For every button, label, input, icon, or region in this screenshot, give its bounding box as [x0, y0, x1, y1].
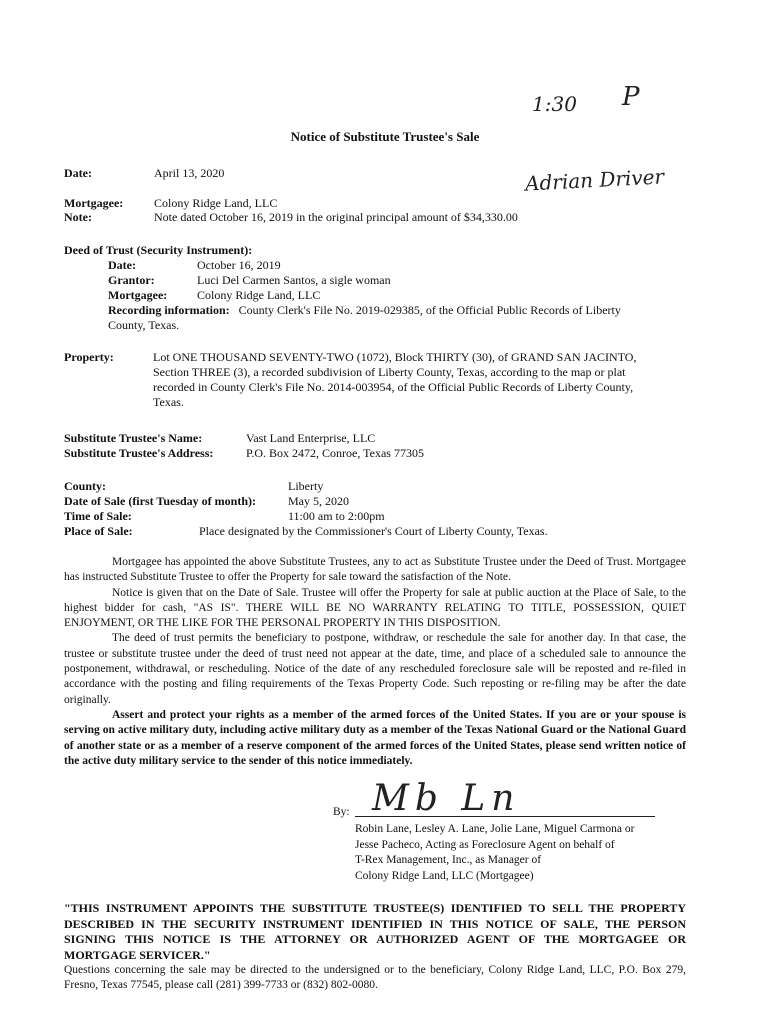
signature-scrawl: Mb Ln	[372, 778, 521, 819]
handwritten-time: 1:30	[532, 92, 577, 116]
deed-recording-cont: County, Texas.	[108, 318, 180, 332]
mortgagee-label: Mortgagee:	[64, 196, 124, 210]
note-label: Note:	[64, 210, 92, 224]
paragraph-postpone: The deed of trust permits the beneficiary to postpone, withdraw, or reschedule the sale for another day. In that case, the trustee or substitute trustee under the deed of trust need not appear at the date, time, and place of a scheduled sale to announce the postponement, withdrawal, or rescheduling. Notice of the date of any rescheduled foreclosure sale will be reposted and re-filed in accordance with the posting and filing requirements of the Texas Property Code. Such reposting or re-filing may be after the date originally.	[64, 632, 686, 706]
sale-date-label: Date of Sale (first Tuesday of month):	[64, 494, 256, 508]
mortgagee-value: Colony Ridge Land, LLC	[154, 196, 278, 210]
paragraph-military: Assert and protect your rights as a member of the armed forces of the United States. If you are or your spouse is serving on active military duty, including active military duty as a member of the Texas National Guard or the National Guard of another state or as a member of a reserve component of the armed forces of the United States, please send written notice of the active duty military service to the sender of this notice immediately.	[64, 708, 686, 767]
signer-line-4: Colony Ridge Land, LLC (Mortgagee)	[355, 869, 534, 882]
sale-place-label: Place of Sale:	[64, 524, 133, 538]
signer-line-3: T-Rex Management, Inc., as Manager of	[355, 854, 542, 866]
property-label: Property:	[64, 350, 114, 364]
paragraph-sale-notice: Notice is given that on the Date of Sale. Trustee will offer the Property for sale at public auction at the Place of Sale, to the highest bidder for cash, "AS IS". THERE WILL BE NO WARRANTY RELATING TO TITLE, POSSESSION, QUIET ENJOYMENT, OR THE LIKE FOR THE PERSONAL PROPERTY IN THIS DISPOSITION.	[64, 586, 686, 630]
deed-date-value: October 16, 2019	[197, 258, 281, 272]
date-value: April 13, 2020	[154, 166, 225, 180]
body-text	[64, 555, 686, 769]
deed-date-label: Date:	[108, 258, 136, 272]
sale-place-value: Place designated by the Commissioner's Court of Liberty County, Texas.	[199, 524, 548, 538]
trustee-address-value: P.O. Box 2472, Conroe, Texas 77305	[246, 446, 424, 460]
sale-time-value: 11:00 am to 2:00pm	[288, 509, 385, 523]
handwritten-mark: P	[622, 82, 640, 112]
property-line-3: recorded in County Clerk's File No. 2014-003954, of the Official Public Records of Liberty County,	[153, 380, 634, 394]
deed-mortgagee-value: Colony Ridge Land, LLC	[197, 288, 321, 302]
property-line-2: Section THREE (3), a recorded subdivision of Liberty County, Texas, according to the map or plat	[153, 365, 626, 379]
by-label: By:	[333, 806, 350, 818]
signature-block	[355, 822, 634, 884]
deed-recording: Recording information: County Clerk's File No. 2019-029385, of the Official Public Records of Liberty	[108, 303, 621, 317]
trustee-name-value: Vast Land Enterprise, LLC	[246, 431, 376, 445]
note-value: Note dated October 16, 2019 in the original principal amount of $34,330.00	[154, 210, 518, 224]
trustee-name-label: Substitute Trustee's Name:	[64, 431, 203, 445]
document-title: Notice of Substitute Trustee's Sale	[290, 129, 480, 144]
footer-contact: Questions concerning the sale may be directed to the undersigned or to the beneficiary, Colony Ridge Land, LLC, P.O. Box 279, Fresno, Texas 77545, please call (281) 399-7733 or (832) 802-0080.	[64, 964, 686, 992]
county-value: Liberty	[288, 479, 324, 493]
property-line-4: Texas.	[153, 395, 184, 409]
county-label: County:	[64, 479, 107, 493]
deed-grantor-label: Grantor:	[108, 273, 155, 287]
signature-line	[355, 816, 655, 817]
property-line-1: Lot ONE THOUSAND SEVENTY-TWO (1072), Block THIRTY (30), of GRAND SAN JACINTO,	[153, 350, 637, 364]
signer-line-1: Robin Lane, Lesley A. Lane, Jolie Lane, Miguel Carmona or	[355, 823, 635, 835]
deed-mortgagee-label: Mortgagee:	[108, 288, 168, 302]
date-label: Date:	[64, 166, 92, 180]
signer-line-2: Jesse Pacheco, Acting as Foreclosure Agent on behalf of	[355, 838, 615, 851]
paragraph-appointment: Mortgagee has appointed the above Substitute Trustees, any to act as Substitute Trustee under the Deed of Trust. Mortgagee has instructed Substitute Trustee to offer the Property for sale toward the satisfaction of the Note.	[64, 556, 686, 584]
handwritten-name: Adrian Driver	[524, 164, 665, 196]
trustee-address-label: Substitute Trustee's Address:	[64, 446, 214, 460]
sale-date-value: May 5, 2020	[288, 494, 349, 508]
footer-caps: "THIS INSTRUMENT APPOINTS THE SUBSTITUTE TRUSTEE(S) IDENTIFIED TO SELL THE PROPERTY DESCRIBED IN THE SECURITY INSTRUMENT IDENTIFIED IN THIS NOTICE OF SALE, THE PERSON SIGNING THIS NOTICE IS THE ATTORNEY OR AUTHORIZED AGENT OF THE MORTGAGEE OR MORTGAGE SERVICER."	[64, 901, 686, 962]
deed-grantor-value: Luci Del Carmen Santos, a sigle woman	[197, 273, 391, 287]
date-row	[64, 166, 92, 181]
sale-time-label: Time of Sale:	[64, 509, 132, 523]
deed-heading: Deed of Trust (Security Instrument):	[64, 243, 253, 257]
